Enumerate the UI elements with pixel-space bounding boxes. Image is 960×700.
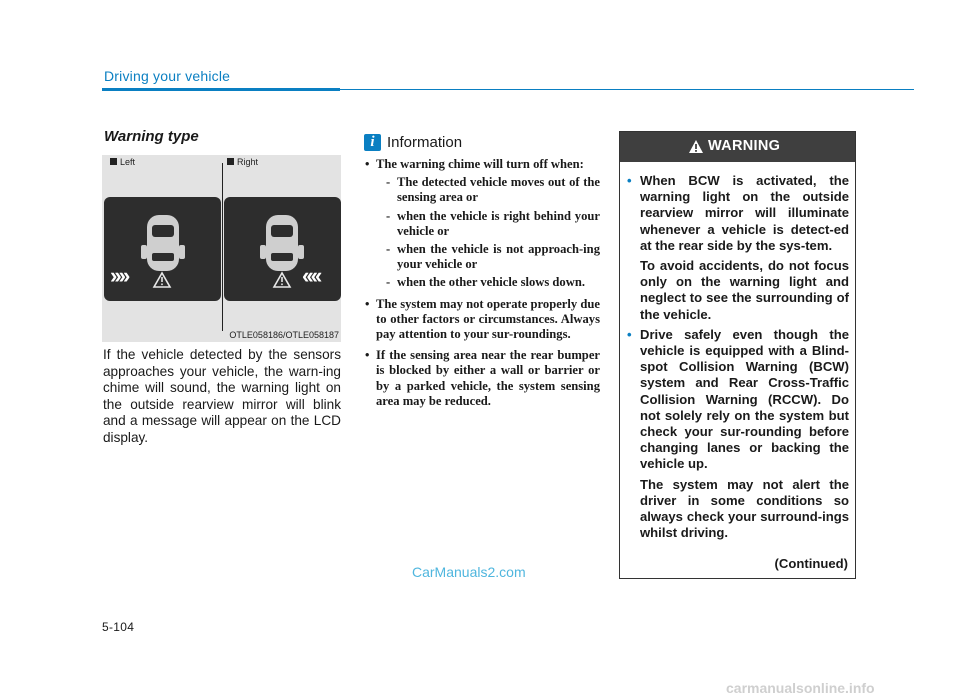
mirror-panel-left — [104, 197, 221, 301]
info-sub-item: - when the other vehicle slows down. — [376, 275, 600, 290]
approach-chevrons-left: ›››› — [110, 263, 128, 288]
warning-triangle-icon — [154, 273, 170, 287]
warning-paragraph: To avoid accidents, do not focus only on the warning light and neglect to see the surrounding of the vehicle. — [640, 258, 849, 322]
warning-box — [619, 131, 856, 579]
information-title: Information — [387, 134, 463, 151]
section-title: Warning type — [104, 128, 199, 145]
continued-label: (Continued) — [774, 556, 848, 571]
header-rule — [340, 89, 914, 90]
warning-triangle-icon — [274, 273, 290, 287]
warning-bullet: • When BCW is activated, the warning light on the outside rearview mirror will illuminate whenever a vehicle is detect-ed at the rear side by the sys-tem. — [627, 173, 849, 253]
figure-label-right: Right — [227, 157, 258, 167]
info-bullet: • The system may not operate properly due to other factors or circumstances. Always pay attention to your sur-roundings. — [365, 297, 600, 343]
figure-divider — [222, 163, 223, 331]
watermark-link[interactable]: CarManuals2.com — [412, 564, 526, 580]
figure-caption: OTLE058186/OTLE058187 — [229, 330, 339, 340]
warning-bullet: • Drive safely even though the vehicle is equipped with a Blind-spot Collision Warning (BCW) system and Rear Cross-Traffic Collision Warning (RCCW). Do not solely rely on the system but check your sur-rounding before changing lanes or backing the vehicle up. — [627, 326, 849, 472]
warning-type-figure — [102, 155, 341, 342]
header-rule-accent — [102, 88, 340, 91]
mirror-panel-right — [224, 197, 341, 301]
info-bullet: • If the sensing area near the rear bumper is blocked by either a wall or barrier or by a parked vehicle, the system sensing area may be reduced. — [365, 348, 600, 409]
approach-chevrons-right: ‹‹‹‹ — [302, 263, 320, 288]
info-bullet: • The warning chime will turn off when: - The detected vehicle moves out of the sensing area or - when the vehicle is right behind your vehicle or - when the vehicle is not approach-ing your vehicle or - when the other vehicle slows down. — [365, 157, 600, 291]
bullet-dot-icon: • — [627, 326, 632, 342]
information-body — [365, 157, 600, 415]
info-sub-item: - when the vehicle is right behind your vehicle or — [376, 209, 600, 239]
running-header: Driving your vehicle — [104, 68, 231, 84]
info-sub-item: - when the vehicle is not approach-ing your vehicle or — [376, 242, 600, 272]
warning-paragraph: The system may not alert the driver in some conditions so always check your surround-ings whilst driving. — [640, 476, 849, 541]
car-icon — [141, 215, 185, 271]
warning-body — [627, 173, 849, 545]
footer-watermark: carmanualsonline.info — [726, 680, 875, 696]
page-number: 5-104 — [102, 620, 135, 634]
warning-heading: WARNING — [708, 138, 781, 154]
warning-type-paragraph: If the vehicle detected by the sensors approaches your vehicle, the warn-ing chime will sound, the warning light on the outside rearview mirror will blink and a message will appear on the LCD display. — [103, 347, 341, 445]
warning-triangle-icon — [688, 139, 704, 154]
car-icon — [260, 215, 304, 271]
bullet-dot-icon: • — [627, 173, 632, 188]
figure-label-left: Left — [110, 157, 135, 167]
info-sub-item: - The detected vehicle moves out of the sensing area or — [376, 175, 600, 205]
warning-header — [620, 132, 855, 162]
info-icon: i — [364, 134, 381, 151]
